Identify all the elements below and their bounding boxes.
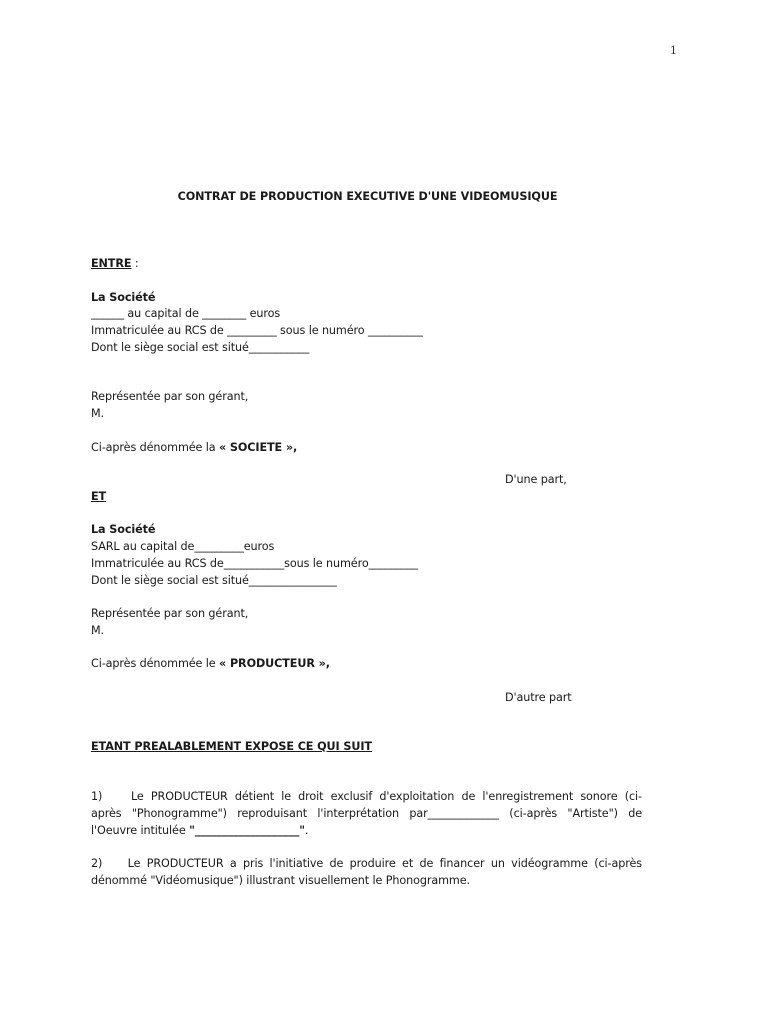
- clause-1-line-3-prefix: l'Oeuvre intitulée: [91, 824, 190, 837]
- page-number: 1: [670, 44, 677, 57]
- clause-1-line-2: après "Phonogramme") reproduisant l'interprétation par_____________ (ci-après "Artiste") de: [91, 807, 642, 820]
- document-title: CONTRAT DE PRODUCTION EXECUTIVE D'UNE VIDEOMUSIQUE: [177, 190, 558, 203]
- party2-rcs: Immatriculée au RCS de___________sous le numéro_________: [91, 557, 419, 570]
- party2-capital: SARL au capital de_________euros: [91, 540, 275, 553]
- party1-designation: [91, 440, 297, 456]
- party2-representative: Représentée par son gérant,: [91, 607, 249, 620]
- clause-1-line-3-suffix: .: [304, 824, 309, 837]
- entre-heading: [91, 256, 139, 272]
- party1-rcs: Immatriculée au RCS de _________ sous le numéro __________: [91, 324, 423, 337]
- party2-siege: Dont le siège social est situé________________: [91, 574, 337, 587]
- party1-siege: Dont le siège social est situé___________: [91, 341, 310, 354]
- clause-1-line-3: [91, 822, 642, 839]
- party1-capital: ______ au capital de ________ euros: [91, 307, 281, 320]
- entre-colon: :: [131, 257, 139, 270]
- clause-2-line-1: 2) Le PRODUCTEUR a pris l'initiative de produire et de financer un vidéogramme (ci-après: [91, 857, 642, 870]
- party2-designation-name: « PRODUCTEUR »,: [219, 657, 330, 670]
- party1-manager: M.: [91, 407, 105, 420]
- clause-2-line-2: dénommé "Vidéomusique") illustrant visuellement le Phonogramme.: [91, 874, 470, 887]
- party1-designation-prefix: Ci-après dénommée la: [91, 441, 219, 454]
- clause-1-line-1: 1) Le PRODUCTEUR détient le droit exclusif d'exploitation de l'enregistrement sonore (ci-: [91, 790, 642, 803]
- party2-designation-prefix: Ci-après dénommée le: [91, 657, 220, 670]
- party1-side: D'une part,: [505, 473, 567, 486]
- et-heading: ET: [91, 490, 107, 503]
- entre-label: ENTRE: [91, 257, 132, 270]
- section-heading: ETANT PREALABLEMENT EXPOSE CE QUI SUIT: [91, 740, 372, 753]
- party1-representative: Représentée par son gérant,: [91, 390, 249, 403]
- clause-1: [91, 788, 642, 839]
- party1-name: La Société: [91, 291, 156, 304]
- party1-designation-name: « SOCIETE »,: [219, 441, 298, 454]
- party2-name: La Société: [91, 523, 156, 536]
- clause-1-title-blank: "___________________": [189, 824, 305, 837]
- party2-side: D'autre part: [505, 691, 572, 704]
- party2-manager: M.: [91, 624, 105, 637]
- party2-designation: [91, 656, 330, 672]
- clause-2: [91, 855, 642, 889]
